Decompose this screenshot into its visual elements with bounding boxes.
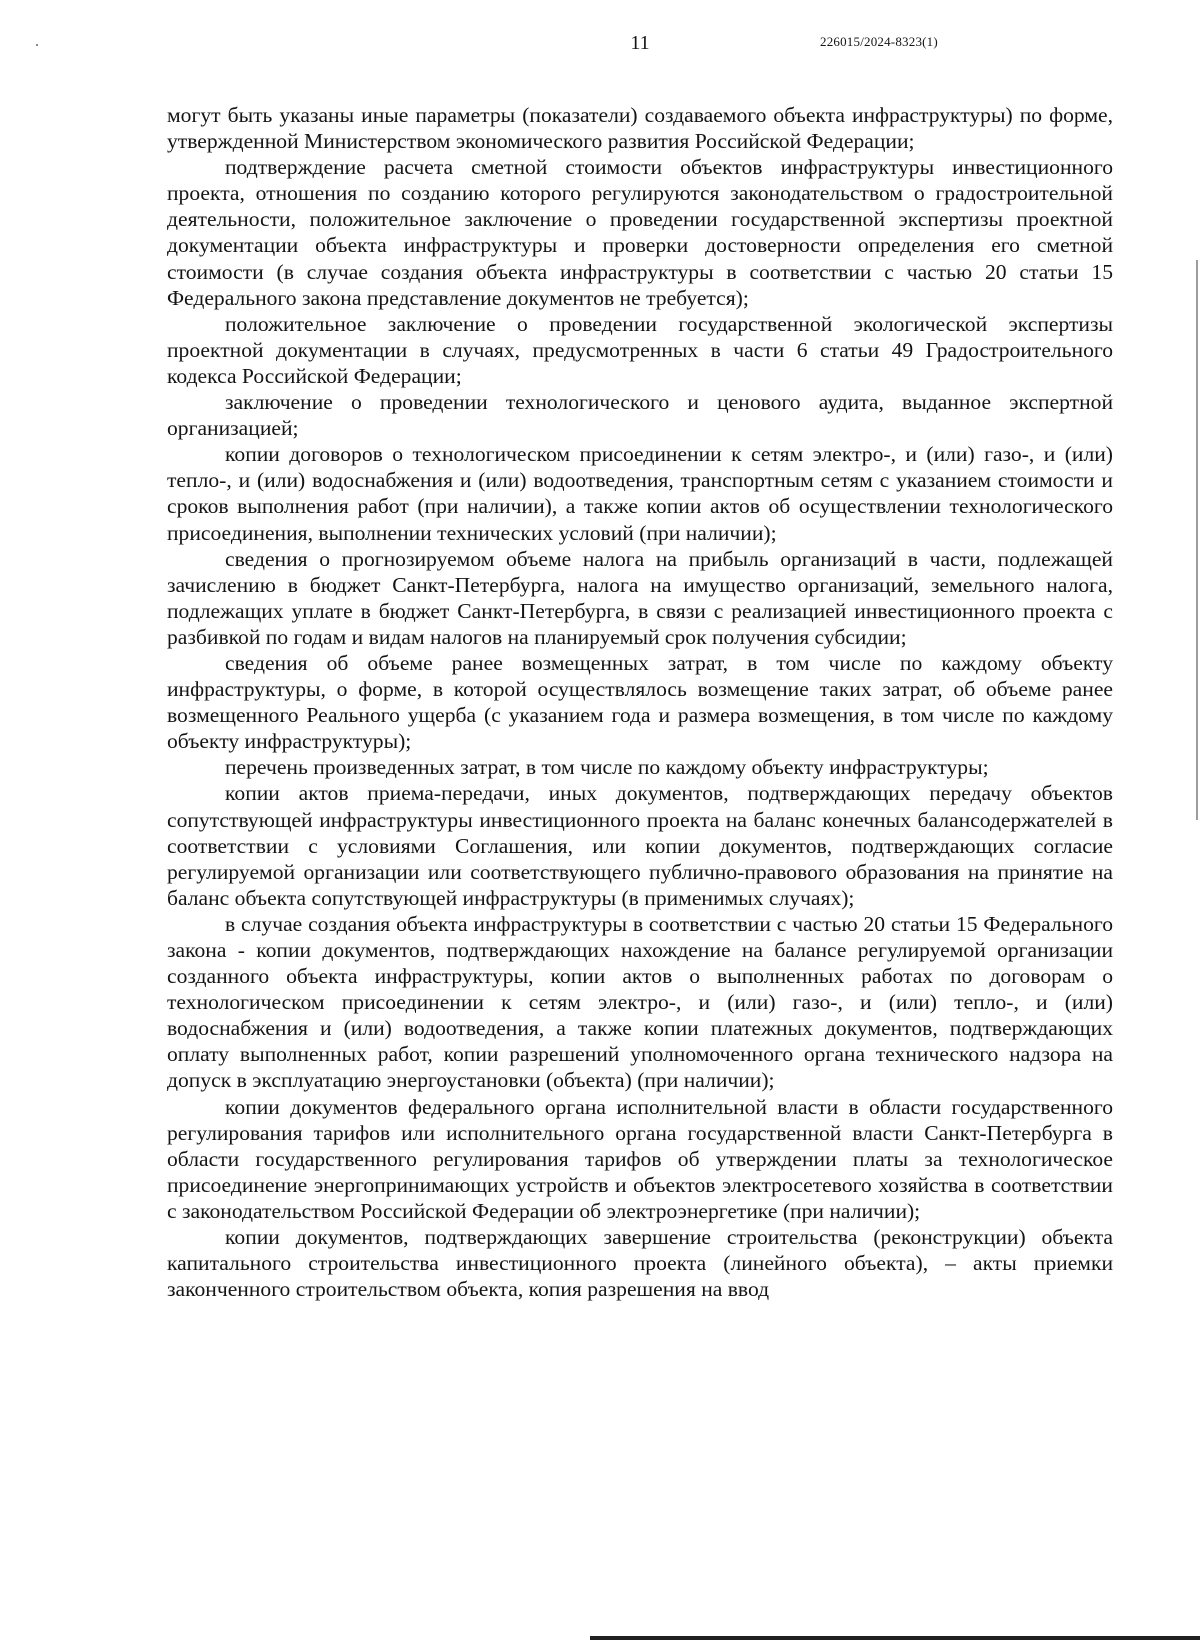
paragraph-11: копии документов федерального органа исполнительной власти в области государственного регулирования тарифов или исполнительного органа государственной власти Санкт-Петербурга в области государственного регулирования тарифов об утверждении платы за технологическое присоединение энергопринимающих устройств и объектов электросетевого хозяйства в соответствии с законодательством Российской Федерации об электроэнергетике (при наличии);	[167, 1094, 1113, 1223]
paragraph-1: могут быть указаны иные параметры (показатели) создаваемого объекта инфраструктуры) по форме, утвержденной Министерством экономического развития Российской Федерации;	[167, 103, 1113, 154]
paragraph-9: копии актов приема-передачи, иных документов, подтверждающих передачу объектов сопутствующей инфраструктуры инвестиционного проекта на баланс конечных балансодержателей в соответствии с условиями Соглашения, или копии документов, подтверждающих согласие регулируемой организации или соответствующего публично-правового образования на принятие на баланс объекта сопутствующей инфраструктуры (в применимых случаях);	[167, 781, 1113, 910]
paragraph-7: сведения об объеме ранее возмещенных затрат, в том числе по каждому объекту инфраструктуры, о форме, в которой осуществлялось возмещение таких затрат, об объеме ранее возмещенного Реального ущерба (с указанием года и размера возмещения, в том числе по каждому объекту инфраструктуры);	[167, 650, 1113, 754]
paragraph-5: копии договоров о технологическом присоединении к сетям электро-, и (или) газо-, и (или) тепло-, и (или) водоснабжения и (или) водоотведения, транспортным сетям с указанием стоимости и сроков выполнения работ (при наличии), а также копии актов об осуществлении технологического присоединения, выполнении технических условий (при наличии);	[167, 442, 1113, 545]
scan-speck	[36, 44, 38, 46]
paragraph-4: заключение о проведении технологического и ценового аудита, выданное экспертной организацией;	[167, 390, 1113, 441]
paragraph-12: копии документов, подтверждающих завершение строительства (реконструкции) объекта капитального строительства инвестиционного проекта (линейного объекта), – акты приемки законченного строительством объекта, копия разрешения на ввод	[167, 1225, 1113, 1302]
page-number: 11	[630, 32, 650, 54]
scan-edge-bottom	[590, 1636, 1200, 1640]
document-body	[167, 102, 1113, 1302]
paragraph-2: подтверждение расчета сметной стоимости объектов инфраструктуры инвестиционного проекта, отношения по созданию которого регулируются законодательством о градостроительной деятельности, положительное заключение о проведении государственной экспертизы проектной документации объекта инфраструктуры и проверки достоверности определения его сметной стоимости (в случае создания объекта инфраструктуры в соответствии с частью 20 статьи 15 Федерального закона представление документов не требуется);	[167, 155, 1113, 310]
paragraph-3: положительное заключение о проведении государственной экологической экспертизы проектной документации в случаях, предусмотренных в части 6 статьи 49 Градостроительного кодекса Российской Федерации;	[167, 311, 1113, 388]
document-code: 226015/2024-8323(1)	[820, 34, 938, 49]
paragraph-6: сведения о прогнозируемом объеме налога на прибыль организаций в части, подлежащей зачислению в бюджет Санкт-Петербурга, налога на имущество организаций, земельного налога, подлежащих уплате в бюджет Санкт-Петербурга, в связи с реализацией инвестиционного проекта с разбивкой по годам и видам налогов на планируемый срок получения субсидии;	[167, 546, 1113, 649]
paragraph-10: в случае создания объекта инфраструктуры в соответствии с частью 20 статьи 15 Федерального закона - копии документов, подтверждающих нахождение на балансе регулируемой организации созданного объекта инфраструктуры, копии актов о выполненных работах по договорам о технологическом присоединении к сетям электро-, и (или) газо-, и (или) тепло-, и (или) водоснабжения и (или) водоотведения, а также копии платежных документов, подтверждающих оплату выполненных работ, копии разрешений уполномоченного органа технического надзора на допуск в эксплуатацию энергоустановки (объекта) (при наличии);	[167, 911, 1113, 1093]
scan-edge-right	[1196, 260, 1198, 820]
paragraph-8: перечень произведенных затрат, в том числе по каждому объекту инфраструктуры;	[225, 755, 989, 780]
